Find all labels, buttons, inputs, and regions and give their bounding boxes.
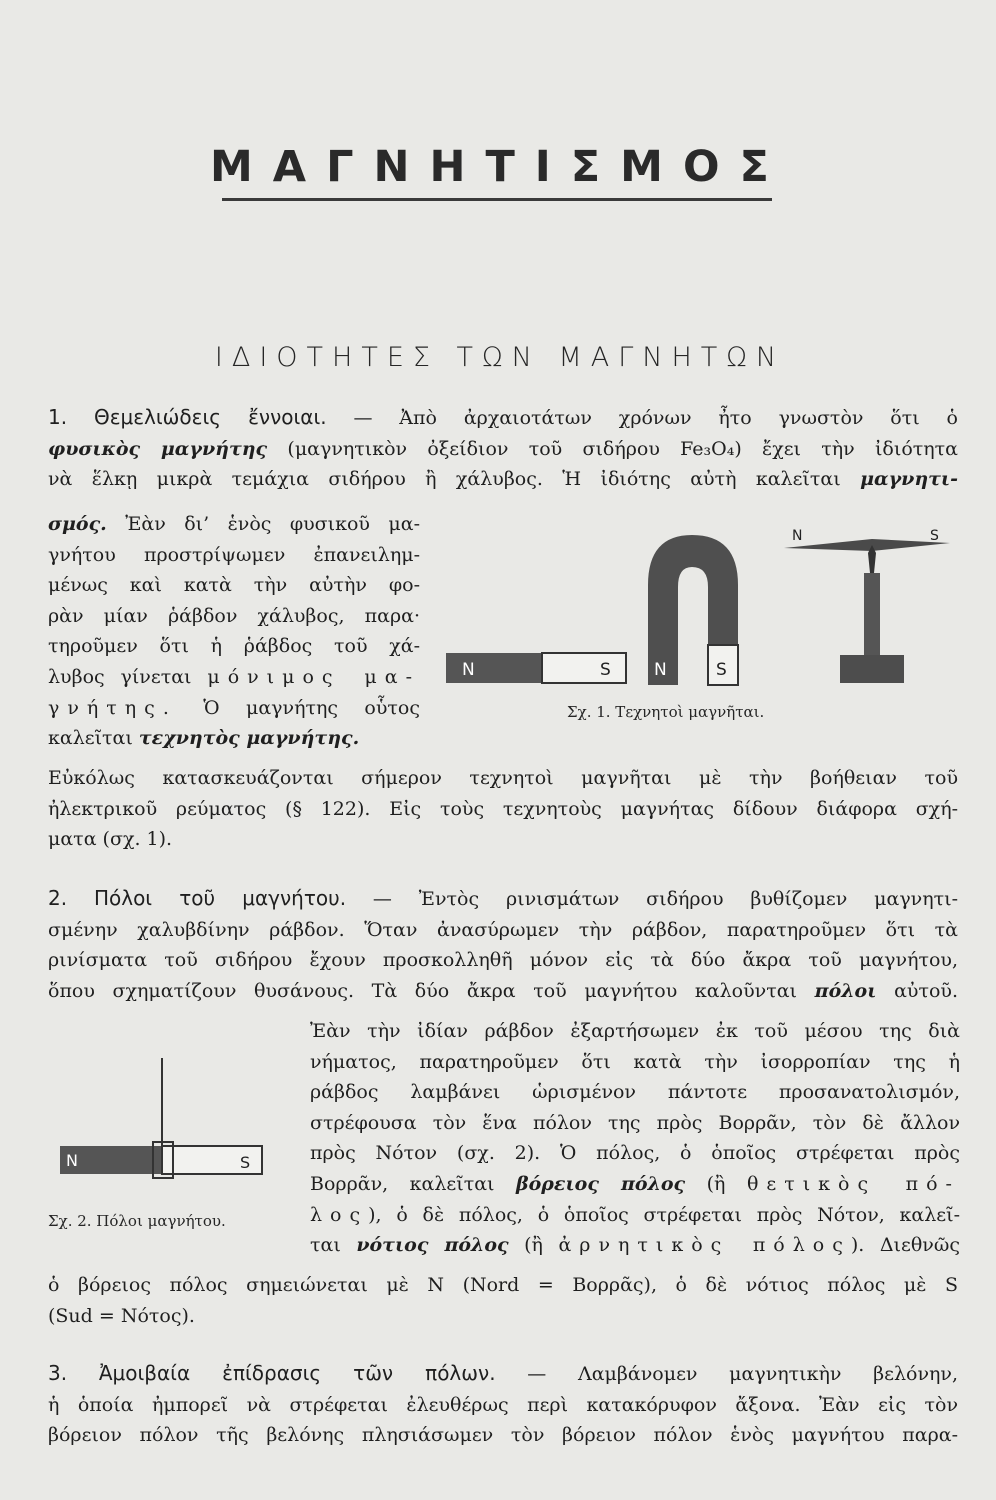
paragraph-line: ὁ βόρειος πόλος σημειώνεται μὲ N (Nord = Βορρᾶς), ὁ δὲ νότιος πόλος μὲ S bbox=[48, 1274, 958, 1296]
spaced-positive-pole-b: λος bbox=[310, 1203, 369, 1226]
column-line-text: Ὁ μαγνήτης οὗτος bbox=[203, 696, 420, 719]
column-line-text: ). Διεθνῶς bbox=[850, 1234, 960, 1257]
column-line: στρέφουσα τὸν ἕνα πόλον της πρὸς Βορρᾶν, τὸν δὲ ἄλλον bbox=[310, 1111, 960, 1134]
paragraph-2-line-1 bbox=[48, 883, 958, 915]
term-magnetism-part-1: μαγνητι- bbox=[860, 468, 958, 491]
paragraph-1-line-1 bbox=[48, 402, 958, 434]
term-south-pole: νότιος πόλος bbox=[356, 1234, 509, 1257]
paragraph-line: σμένην χαλυβδίνην ράβδον. Ὅταν ἀνασύρωμεν τὴν ράβδον, παρατηροῦμεν ὅτι τὰ bbox=[48, 918, 958, 941]
paragraph-2-heading: Πόλοι τοῦ μαγνήτου. bbox=[93, 886, 347, 910]
column-line-text: ), ὁ δὲ πόλος, ὁ ὁποῖος στρέφεται πρὸς Νότον, καλεῖ- bbox=[368, 1203, 960, 1226]
paragraph-line: βόρειον πόλον τῆς βελόνης πλησιάσωμεν τὸν βόρειον πόλον ἑνὸς μαγνήτου παρα- bbox=[48, 1424, 958, 1447]
bar-s-label: S bbox=[240, 1153, 251, 1172]
column-line: γνήτου προστρίψωμεν ἐπανειλημ- bbox=[48, 543, 420, 566]
paragraph-3-number: 3. bbox=[48, 1361, 68, 1385]
spaced-permanent-magnet-a: μόνιμος μα- bbox=[207, 665, 420, 688]
paragraph-line-text: αὐτοῦ. bbox=[894, 979, 958, 1002]
paragraph-2-continued bbox=[48, 1270, 958, 1331]
paragraph-1-column bbox=[48, 509, 420, 754]
paragraph-1-continued bbox=[48, 763, 958, 855]
term-north-pole: βόρειος πόλος bbox=[516, 1172, 686, 1195]
paragraph-2-intro bbox=[48, 883, 958, 1006]
column-line-text: (ἢ bbox=[706, 1172, 726, 1195]
paragraph-line: Εὐκόλως κατασκευάζονται σήμερον τεχνητοὶ μαγνῆται μὲ τὴν βοήθειαν τοῦ bbox=[48, 767, 958, 789]
bar-magnet-n-half bbox=[446, 653, 542, 683]
spaced-permanent-magnet-b: γνήτης. bbox=[48, 696, 177, 719]
paragraph-line: (Sud = Νότος). bbox=[48, 1304, 195, 1327]
paragraph-1-line-3-text: νὰ ἕλκῃ μικρὰ τεμάχια σιδήρου ἢ χάλυβος. Ἡ ἰδιότης αὐτὴ καλεῖται bbox=[48, 468, 841, 491]
paragraph-3-heading: Ἀμοιβαία ἐπίδρασις τῶν πόλων. bbox=[98, 1361, 496, 1385]
column-line-text: Βορρᾶν, καλεῖται bbox=[310, 1172, 495, 1195]
paragraph-2-column bbox=[310, 1016, 960, 1261]
bar-magnet-s-label: S bbox=[600, 660, 611, 680]
column-line: μένως καὶ κατὰ τὴν αὐτὴν φο- bbox=[48, 574, 420, 597]
column-line bbox=[48, 723, 420, 754]
term-poles: πόλοι bbox=[814, 979, 877, 1002]
paragraph-1-line-1-text: — Ἀπὸ ἀρχαιοτάτων χρόνων ἦτο γνωστὸν ὅτι ὁ bbox=[353, 407, 958, 429]
column-line bbox=[48, 509, 420, 540]
bar-magnet-n-label: N bbox=[462, 660, 475, 680]
column-line-text: Ἐὰν δι’ ἑνὸς φυσικοῦ μα- bbox=[125, 513, 420, 535]
paragraph-3-line-1-text: — Λαμβάνομεν μαγνητικὴν βελόνην, bbox=[527, 1363, 958, 1385]
section-title: ΙΔΙΟΤΗΤΕΣ ΤΩΝ ΜΑΓΝΗΤΩΝ bbox=[214, 342, 786, 373]
paragraph-3-line-1 bbox=[48, 1358, 958, 1390]
column-line bbox=[310, 1200, 960, 1231]
needle-stand-post bbox=[864, 573, 880, 657]
paragraph-1-heading: Θεμελιώδεις ἔννοιαι. bbox=[93, 405, 327, 429]
column-line bbox=[310, 1169, 960, 1200]
paragraph-2-line-1-text: — Ἐντὸς ρινισμάτων σιδήρου βυθίζομεν μαγνητι- bbox=[372, 888, 958, 910]
title-underline bbox=[222, 198, 772, 201]
spaced-positive-pole-a: θετικὸς πό- bbox=[746, 1172, 960, 1195]
paragraph-line: ματα (σχ. 1). bbox=[48, 828, 173, 851]
paragraph-line: ἡ ὁποία ἠμπορεῖ νὰ στρέφεται ἐλευθέρως περὶ κατακόρυφον ἄξονα. Ἐὰν εἰς τὸν bbox=[48, 1393, 958, 1416]
needle-stand-base bbox=[840, 655, 904, 683]
paragraph-1-line-2 bbox=[48, 434, 958, 465]
bar-n-label: N bbox=[66, 1151, 78, 1170]
figure-1-artificial-magnets bbox=[440, 515, 960, 705]
term-magnetism-part-2: σμός. bbox=[48, 513, 107, 535]
paragraph-1-line-3 bbox=[48, 464, 958, 495]
column-line: ρὰν μίαν ῥάβδον χάλυβος, παρα· bbox=[48, 604, 420, 627]
figure-2-magnet-poles bbox=[58, 1058, 268, 1188]
column-line bbox=[48, 693, 420, 724]
figure-1-caption: Σχ. 1. Τεχνητοὶ μαγνῆται. bbox=[567, 703, 765, 721]
term-artificial-magnet: τεχνητὸς μαγνήτης. bbox=[138, 727, 360, 750]
horseshoe-n-label: N bbox=[654, 660, 667, 680]
paragraph-2-number: 2. bbox=[48, 886, 68, 910]
figure-2-caption: Σχ. 2. Πόλοι μαγνήτου. bbox=[48, 1212, 226, 1230]
column-line-text: ται bbox=[310, 1234, 341, 1257]
spaced-negative-pole: ἀρνητικὸς πόλος bbox=[558, 1234, 851, 1257]
column-line: τηροῦμεν ὅτι ἡ ῥάβδος τοῦ χά- bbox=[48, 635, 420, 658]
compass-needle bbox=[784, 539, 950, 551]
paragraph-line: ρινίσματα τοῦ σιδήρου ἔχουν προσκολληθῆ μόνον εἰς τὰ δύο ἄκρα τοῦ μαγνήτου, bbox=[48, 949, 958, 972]
column-line: νήματος, παρατηροῦμεν ὅτι κατὰ τὴν ἰσορροπίαν της ἡ bbox=[310, 1050, 960, 1073]
horseshoe-s-label: S bbox=[716, 660, 727, 680]
needle-n-label: N bbox=[792, 528, 803, 544]
chapter-title: ΜΑΓΝΗΤΙΣΜΟΣ bbox=[210, 142, 789, 192]
column-line bbox=[48, 662, 420, 693]
column-line-text: καλεῖται bbox=[48, 727, 133, 750]
column-line: πρὸς Νότον (σχ. 2). Ὁ πόλος, ὁ ὁποῖος στρέφεται πρὸς bbox=[310, 1142, 960, 1165]
paragraph-line: ἠλεκτρικοῦ ρεύματος (§ 122). Εἰς τοὺς τεχνητοὺς μαγνήτας δίδουν διάφορα σχή- bbox=[48, 797, 958, 820]
column-line-text: λυβος γίνεται bbox=[48, 665, 192, 688]
paragraph-1-line-2-text: (μαγνητικὸν ὀξείδιον τοῦ σιδήρου Fe₃O₄) ἔχει τὴν ἰδιότητα bbox=[287, 437, 958, 460]
bar-magnet-s-half bbox=[542, 653, 626, 683]
paragraph-1-intro bbox=[48, 402, 958, 495]
paragraph-3 bbox=[48, 1358, 958, 1451]
term-natural-magnet: φυσικὸς μαγνήτης bbox=[48, 437, 268, 460]
column-line bbox=[310, 1230, 960, 1261]
needle-s-label: S bbox=[930, 528, 939, 544]
paragraph-1-number: 1. bbox=[48, 405, 68, 429]
column-line: ράβδος λαμβάνει ὡρισμένον πάντοτε προσανατολισμόν, bbox=[310, 1081, 960, 1104]
column-line-text: (ἢ bbox=[524, 1234, 543, 1257]
paragraph-line bbox=[48, 976, 958, 1007]
paragraph-line-text: ὅπου σχηματίζουν θυσάνους. Τὰ δύο ἄκρα τοῦ μαγνήτου καλοῦνται bbox=[48, 979, 798, 1002]
column-line: Ἐὰν τὴν ἰδίαν ράβδον ἐξαρτήσωμεν ἐκ τοῦ μέσου της διὰ bbox=[310, 1020, 960, 1042]
